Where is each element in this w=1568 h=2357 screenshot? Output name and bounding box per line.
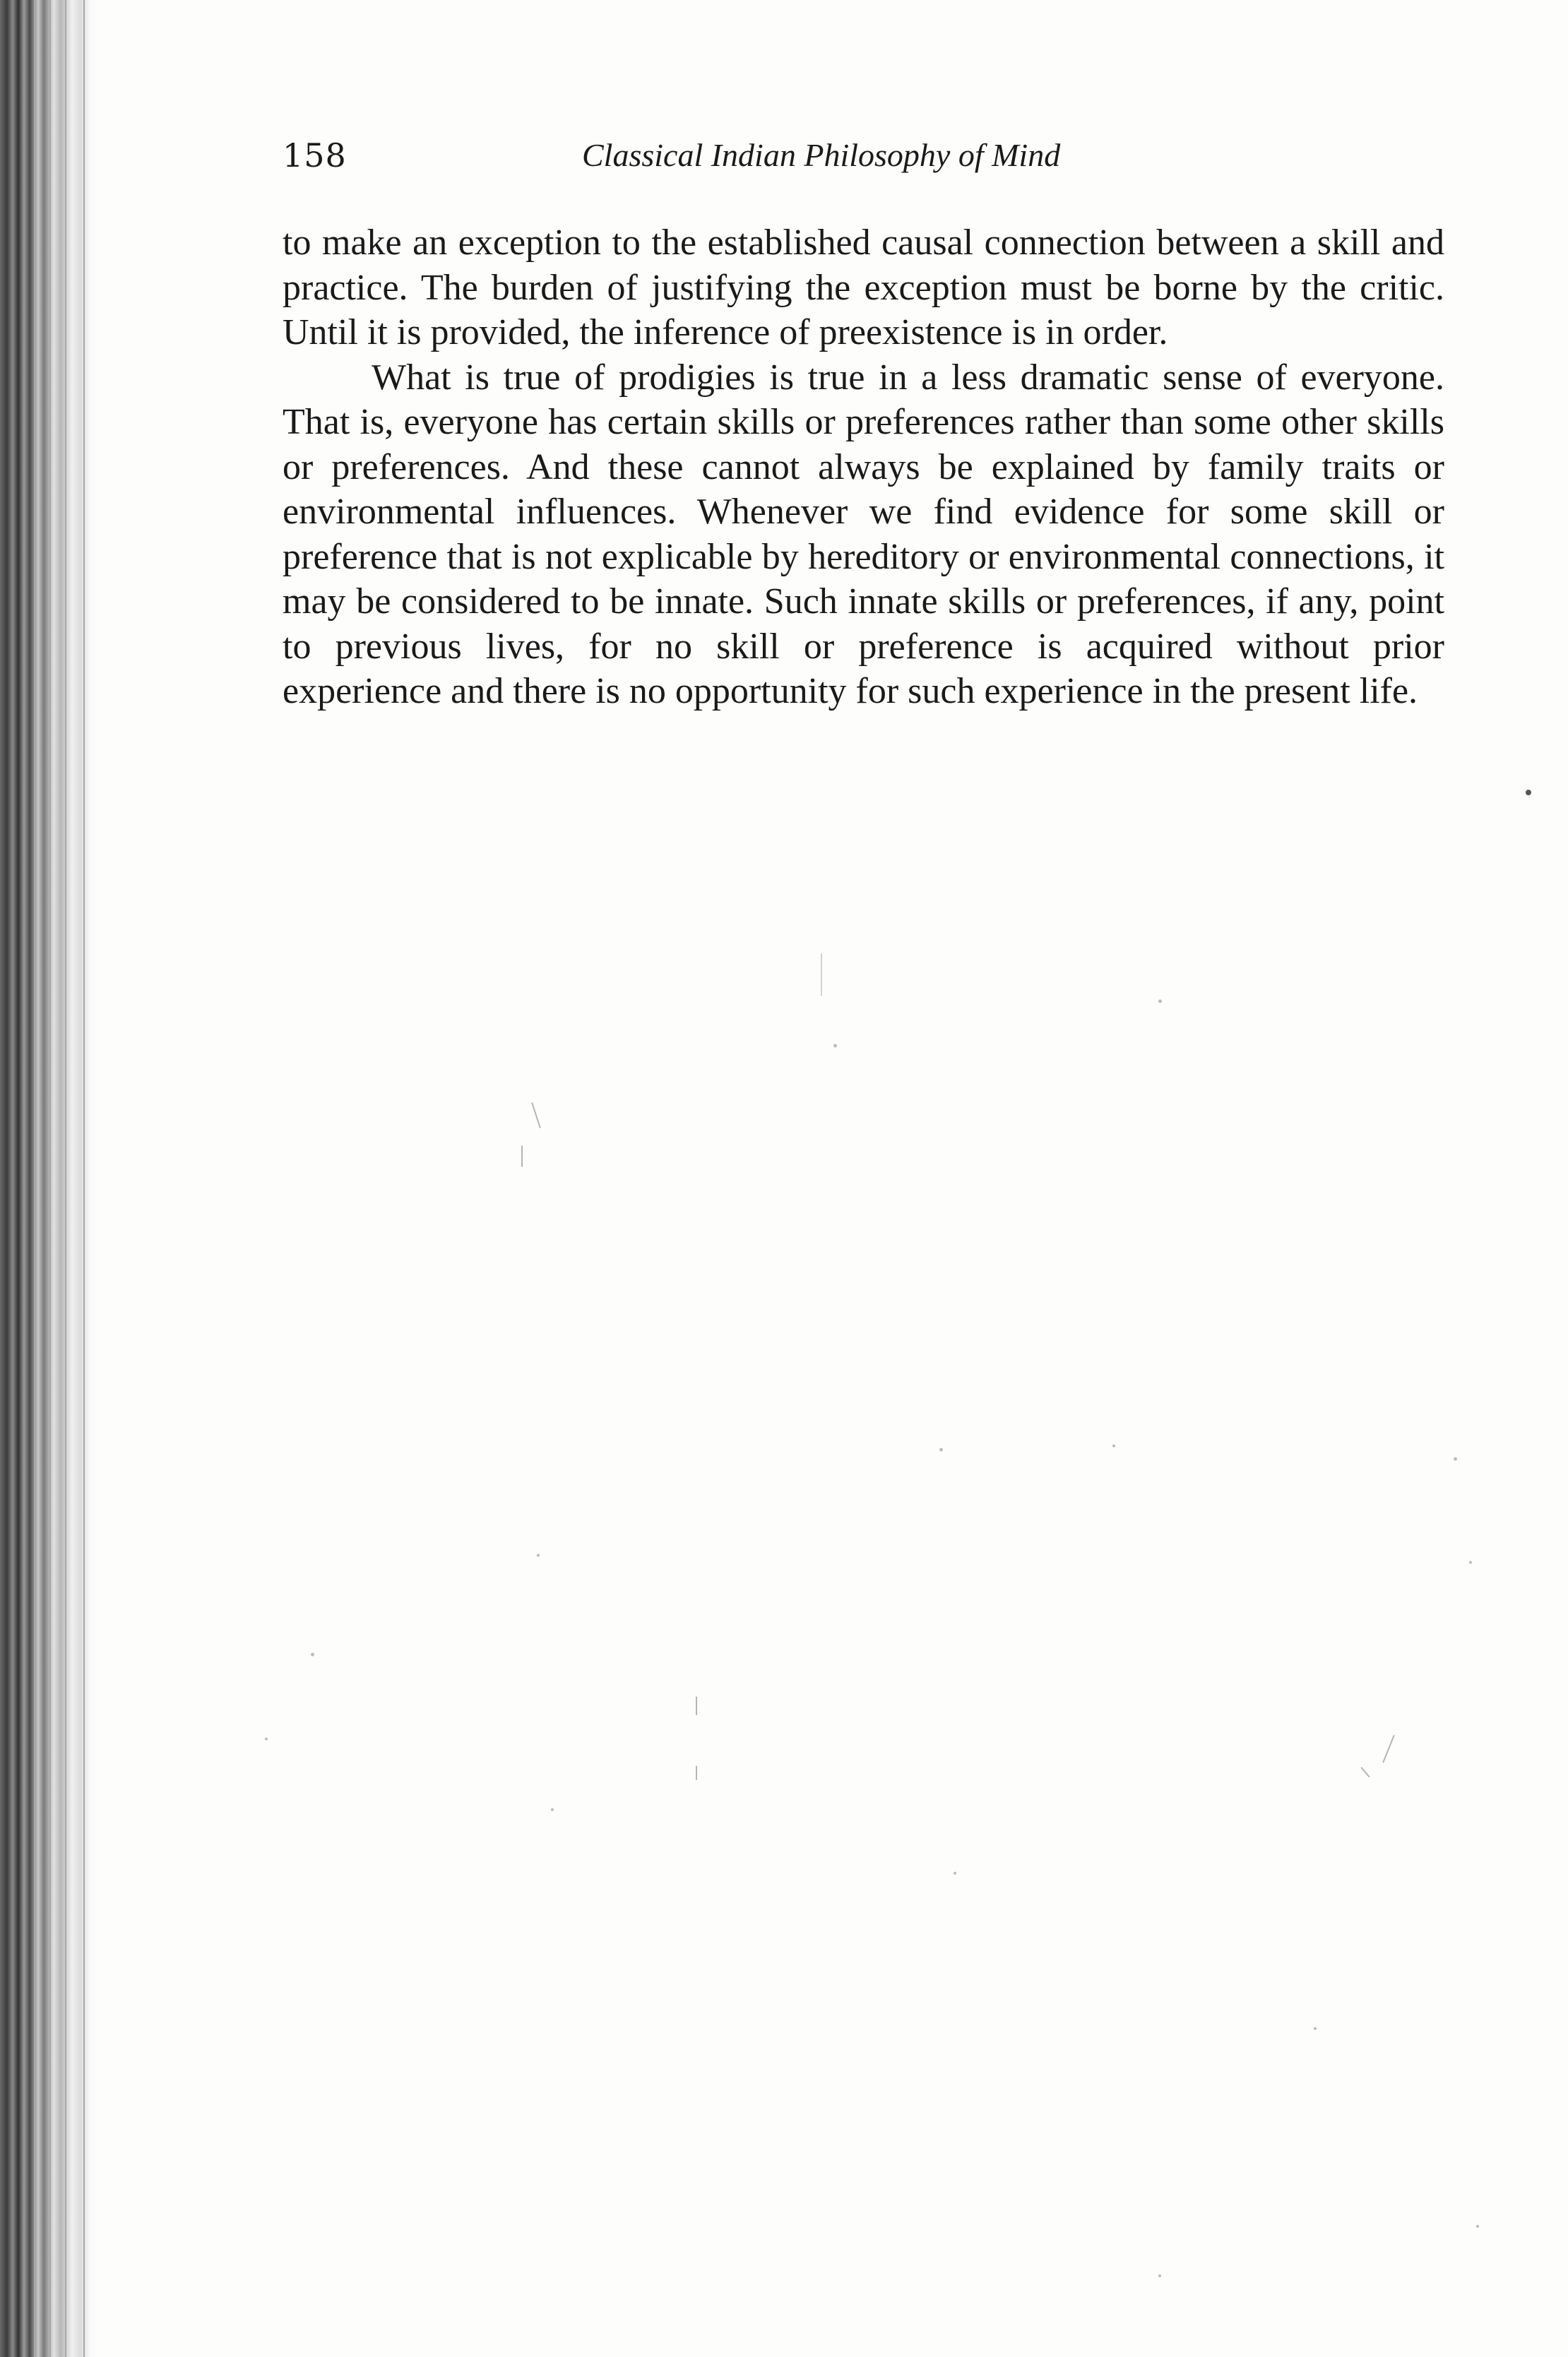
paragraph-2: What is true of prodigies is true in a less dramatic sense of everyone. That is, everyone has certain skills or preferences rather than some other skills or preferences. And these cannot always be explained by family traits or environmental influences. Whenever we find evidence for some skill or preference that is not explicable by hereditory or environmental connections, it may be considered to be innate. Such innate skills or preferences, if any, point to previous lives, for no skill or preference is acquired without prior experience and there is no opportunity for such experience in the present life. <box>283 357 1444 711</box>
scan-mark <box>531 1103 541 1129</box>
scan-speck <box>1314 2027 1317 2030</box>
scan-speck <box>1158 999 1162 1003</box>
body-text <box>283 220 1444 714</box>
scan-speck <box>1112 1444 1115 1447</box>
scan-speck <box>939 1448 943 1451</box>
scan-mark <box>1382 1735 1395 1763</box>
scan-speck <box>265 1738 268 1740</box>
scan-mark <box>696 1766 697 1780</box>
scan-speck <box>1454 1457 1457 1461</box>
scan-speck <box>311 1653 314 1656</box>
gutter-line <box>83 0 85 2357</box>
scan-speck <box>551 1808 554 1811</box>
scan-speck <box>833 1044 837 1047</box>
gutter-line <box>65 0 66 2357</box>
scan-speck <box>954 1872 956 1875</box>
page-header <box>283 127 1448 184</box>
page-number: 158 <box>283 136 347 174</box>
gutter-line <box>49 0 51 2357</box>
scan-speck <box>1526 790 1531 795</box>
scan-speck <box>537 1554 540 1557</box>
scan-mark <box>821 954 822 996</box>
scan-speck <box>1158 2274 1161 2277</box>
scan-mark <box>1360 1767 1370 1777</box>
running-title: Classical Indian Philosophy of Mind <box>582 137 1061 173</box>
paragraph-1: to make an exception to the established causal connection between a skill and practice. The burden of justifying the exception must be borne by the critic. Until it is provided, the inference of preexistence is in order. <box>283 222 1444 352</box>
scan-speck <box>1469 1561 1472 1564</box>
scan-mark <box>696 1697 697 1715</box>
scan-speck <box>1476 2225 1479 2228</box>
scan-mark <box>521 1146 523 1167</box>
gutter-line <box>34 0 35 2357</box>
binding-gutter <box>0 0 99 2357</box>
